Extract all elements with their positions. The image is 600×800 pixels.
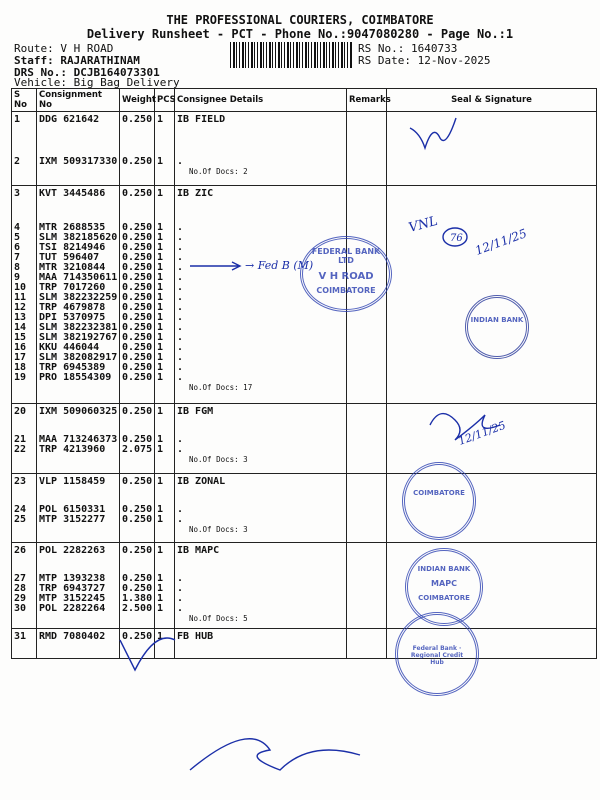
row-pcs: 1 [157,252,164,263]
row-sno: 18 [14,362,27,373]
row-sno: 28 [14,583,27,594]
row-sno: 20 [14,406,27,417]
row-wt: 0.250 [122,406,153,417]
row-wt: 0.250 [122,332,153,343]
row-pcs: 1 [157,272,164,283]
row-pcs: 1 [157,332,164,343]
note-vnl: VNL [407,213,440,236]
route-label: Route: V H ROAD [14,42,114,55]
row-pcs: 1 [157,372,164,383]
row-pcs: 1 [157,406,164,417]
dot-marker: . [177,282,184,293]
row-pcs: 1 [157,262,164,273]
row-pcs: 1 [157,342,164,353]
runsheet-subtitle: Delivery Runsheet - PCT - Phone No.:9047080280 - Page No.:1 [86,27,514,41]
row-sno: 19 [14,372,27,383]
col-sno: S No [12,89,37,112]
row-sno: 30 [14,603,27,614]
row-pcs: 1 [157,322,164,333]
row-pcs: 1 [157,434,164,445]
dot-marker: . [177,342,184,353]
row-cn: POL 2282264 [39,603,106,614]
row-wt: 0.250 [122,352,153,363]
row-cn: SLM 382232259 [39,292,118,303]
row-sno: 26 [14,545,27,556]
row-sno: 8 [14,262,21,273]
row-wt: 0.250 [122,114,153,125]
dot-marker: . [177,222,184,233]
row-pcs: 1 [157,444,164,455]
row-wt: 0.250 [122,362,153,373]
arrow-mark [190,262,240,270]
row-pcs: 1 [157,156,164,167]
row-wt: 0.250 [122,302,153,313]
rs-date: RS Date: 12-Nov-2025 [358,54,491,67]
note-signature-3-date: 12/11/25 [456,418,508,448]
dot-marker: . [177,252,184,263]
row-wt: 0.250 [122,272,153,283]
dot-marker: . [177,242,184,253]
note-date-1: 12/11/25 [473,226,529,258]
col-pcs: PCS [155,89,175,112]
row-cn: DPI 5370975 [39,312,106,323]
row-sno: 17 [14,352,27,363]
col-weight: Weight [120,89,155,112]
col-consignment: Consignment No [37,89,120,112]
row-pcs: 1 [157,362,164,373]
regional-credit-stamp [395,612,479,696]
row-cn: MTP 3152245 [39,593,106,604]
dot-marker: . [177,302,184,313]
row-sno: 5 [14,232,21,243]
vehicle-label: Vehicle: Big Bag Delivery [14,76,180,89]
row-pcs: 1 [157,292,164,303]
row-cn: SLM 382082917 [39,352,118,363]
stamp-coimbatore-2: COIMBATORE [418,594,470,602]
row-wt: 0.250 [122,222,153,233]
row-sno: 13 [14,312,27,323]
row-wt: 1.380 [122,593,153,604]
row-sno: 3 [14,188,21,199]
row-sno: 7 [14,252,21,263]
dot-marker: . [177,272,184,283]
row-pcs: 1 [157,545,164,556]
row-cn: PRO 18554309 [39,372,112,383]
row-wt: 0.250 [122,188,153,199]
indian-bank-stamp-1 [465,295,529,359]
row-wt: 0.250 [122,292,153,303]
row-wt: 0.250 [122,573,153,584]
consignee-name: IB ZIC [177,188,214,199]
row-pcs: 1 [157,476,164,487]
stamp-indian-bank-2: INDIAN BANK [417,565,471,573]
row-wt: 0.250 [122,514,153,525]
row-sno: 22 [14,444,27,455]
row-cn: KKU 446044 [39,342,100,353]
signature-check [120,638,175,670]
row-sno: 10 [14,282,27,293]
row-cn: KVT 3445486 [39,188,106,199]
row-cn: SLM 382185620 [39,232,118,243]
row-sno: 2 [14,156,21,167]
stamp-branch: V H ROAD [318,271,374,282]
row-sno: 1 [14,114,21,125]
consignee-name: IB FIELD [177,114,226,125]
row-wt: 0.250 [122,282,153,293]
row-sno: 24 [14,504,27,515]
row-sno: 16 [14,342,27,353]
row-pcs: 1 [157,114,164,125]
dot-marker: . [177,322,184,333]
note-marker: 76 [450,233,463,244]
row-wt: 2.500 [122,603,153,614]
row-wt: 0.250 [122,583,153,594]
staff-label: Staff: RAJARATHINAM [14,54,140,67]
col-consignee: Consignee Details [175,89,347,112]
signature-1 [410,118,456,148]
row-pcs: 1 [157,352,164,363]
dot-marker: . [177,444,184,455]
row-cn: TSI 8214946 [39,242,106,253]
consignee-name: FB HUB [177,631,214,642]
row-sno: 12 [14,302,27,313]
row-sno: 31 [14,631,27,642]
stamp-coimbatore: COIMBATORE [413,489,465,497]
col-remarks: Remarks [347,89,387,112]
row-cn: MTP 1393238 [39,573,106,584]
dot-marker: . [177,372,184,383]
row-cn: POL 2282263 [39,545,106,556]
dot-marker: . [177,262,184,273]
row-sno: 21 [14,434,27,445]
stamp-city: COIMBATORE [316,286,376,295]
row-sno: 11 [14,292,27,303]
dot-marker: . [177,504,184,515]
row-cn: POL 6150331 [39,504,106,515]
signature-bottom [190,739,360,770]
dot-marker: . [177,362,184,373]
docs-count: No.Of Docs: 3 [189,455,248,464]
row-pcs: 1 [157,188,164,199]
row-cn: SLM 382192767 [39,332,118,343]
row-sno: 15 [14,332,27,343]
dot-marker: . [177,156,184,167]
row-wt: 2.075 [122,444,153,455]
row-cn: IXM 509317330 [39,156,118,167]
row-sno: 9 [14,272,21,283]
stamp-regional: Federal Bank · Regional Credit Hub [410,645,464,666]
row-pcs: 1 [157,504,164,515]
dot-marker: . [177,352,184,363]
consignee-name: IB ZONAL [177,476,226,487]
row-sno: 27 [14,573,27,584]
row-pcs: 1 [157,603,164,614]
row-cn: TRP 6943727 [39,583,106,594]
row-cn: TUT 596407 [39,252,100,263]
dot-marker: . [177,593,184,604]
dot-marker: . [177,603,184,614]
dot-marker: . [177,232,184,243]
note-fedb: → Fed B (M) [245,259,314,272]
row-wt: 0.250 [122,242,153,253]
row-pcs: 1 [157,312,164,323]
dot-marker: . [177,583,184,594]
drs-label: DRS No.: DCJB164073301 [14,66,160,79]
indian-bank-stamp-2 [402,462,476,540]
row-wt: 0.250 [122,252,153,263]
row-pcs: 1 [157,232,164,243]
docs-count: No.Of Docs: 2 [189,167,248,176]
rs-number: RS No.: 1640733 [358,42,458,55]
federal-bank-stamp [300,236,392,312]
row-cn: SLM 382232381 [39,322,118,333]
row-cn: MTR 3210844 [39,262,106,273]
consignee-name: IB FGM [177,406,214,417]
row-sno: 29 [14,593,27,604]
docs-count: No.Of Docs: 17 [189,383,253,392]
row-wt: 0.250 [122,372,153,383]
row-cn: TRP 4679878 [39,302,106,313]
row-pcs: 1 [157,222,164,233]
row-pcs: 1 [157,573,164,584]
consignee-name: IB MAPC [177,545,220,556]
company-title: THE PROFESSIONAL COURIERS, COIMBATORE [166,13,434,27]
row-pcs: 1 [157,302,164,313]
stamp-mapc: MAPC [431,579,457,588]
row-cn: TRP 7017260 [39,282,106,293]
dot-marker: . [177,332,184,343]
row-cn: TRP 4213960 [39,444,106,455]
row-wt: 0.250 [122,631,153,642]
docs-count: No.Of Docs: 3 [189,525,248,534]
dot-marker: . [177,312,184,323]
stamp-bank-name: FEDERAL BANK LTD [311,247,381,265]
row-sno: 4 [14,222,21,233]
row-cn: DDG 621642 [39,114,100,125]
row-wt: 0.250 [122,156,153,167]
row-wt: 0.250 [122,262,153,273]
row-cn: TRP 6945389 [39,362,106,373]
row-wt: 0.250 [122,434,153,445]
col-seal: Seal & Signature [387,89,597,112]
stamp-indian-bank: INDIAN BANK [470,316,524,324]
row-wt: 0.250 [122,232,153,243]
row-cn: MTP 3152277 [39,514,106,525]
row-sno: 25 [14,514,27,525]
row-wt: 0.250 [122,476,153,487]
row-pcs: 1 [157,583,164,594]
docs-count: No.Of Docs: 5 [189,614,248,623]
row-pcs: 1 [157,514,164,525]
row-wt: 0.250 [122,504,153,515]
row-sno: 14 [14,322,27,333]
row-cn: MAA 714350611 [39,272,118,283]
dot-marker: . [177,573,184,584]
row-cn: VLP 1158459 [39,476,106,487]
row-cn: MAA 713246373 [39,434,118,445]
row-wt: 0.250 [122,342,153,353]
row-wt: 0.250 [122,545,153,556]
row-wt: 0.250 [122,322,153,333]
row-cn: MTR 2688535 [39,222,106,233]
row-wt: 0.250 [122,312,153,323]
dot-marker: . [177,292,184,303]
dot-marker: . [177,514,184,525]
row-pcs: 1 [157,593,164,604]
row-sno: 6 [14,242,21,253]
row-pcs: 1 [157,242,164,253]
row-cn: IXM 509060325 [39,406,118,417]
row-cn: RMD 7080402 [39,631,106,642]
row-sno: 23 [14,476,27,487]
row-pcs: 1 [157,631,164,642]
dot-marker: . [177,434,184,445]
row-pcs: 1 [157,282,164,293]
